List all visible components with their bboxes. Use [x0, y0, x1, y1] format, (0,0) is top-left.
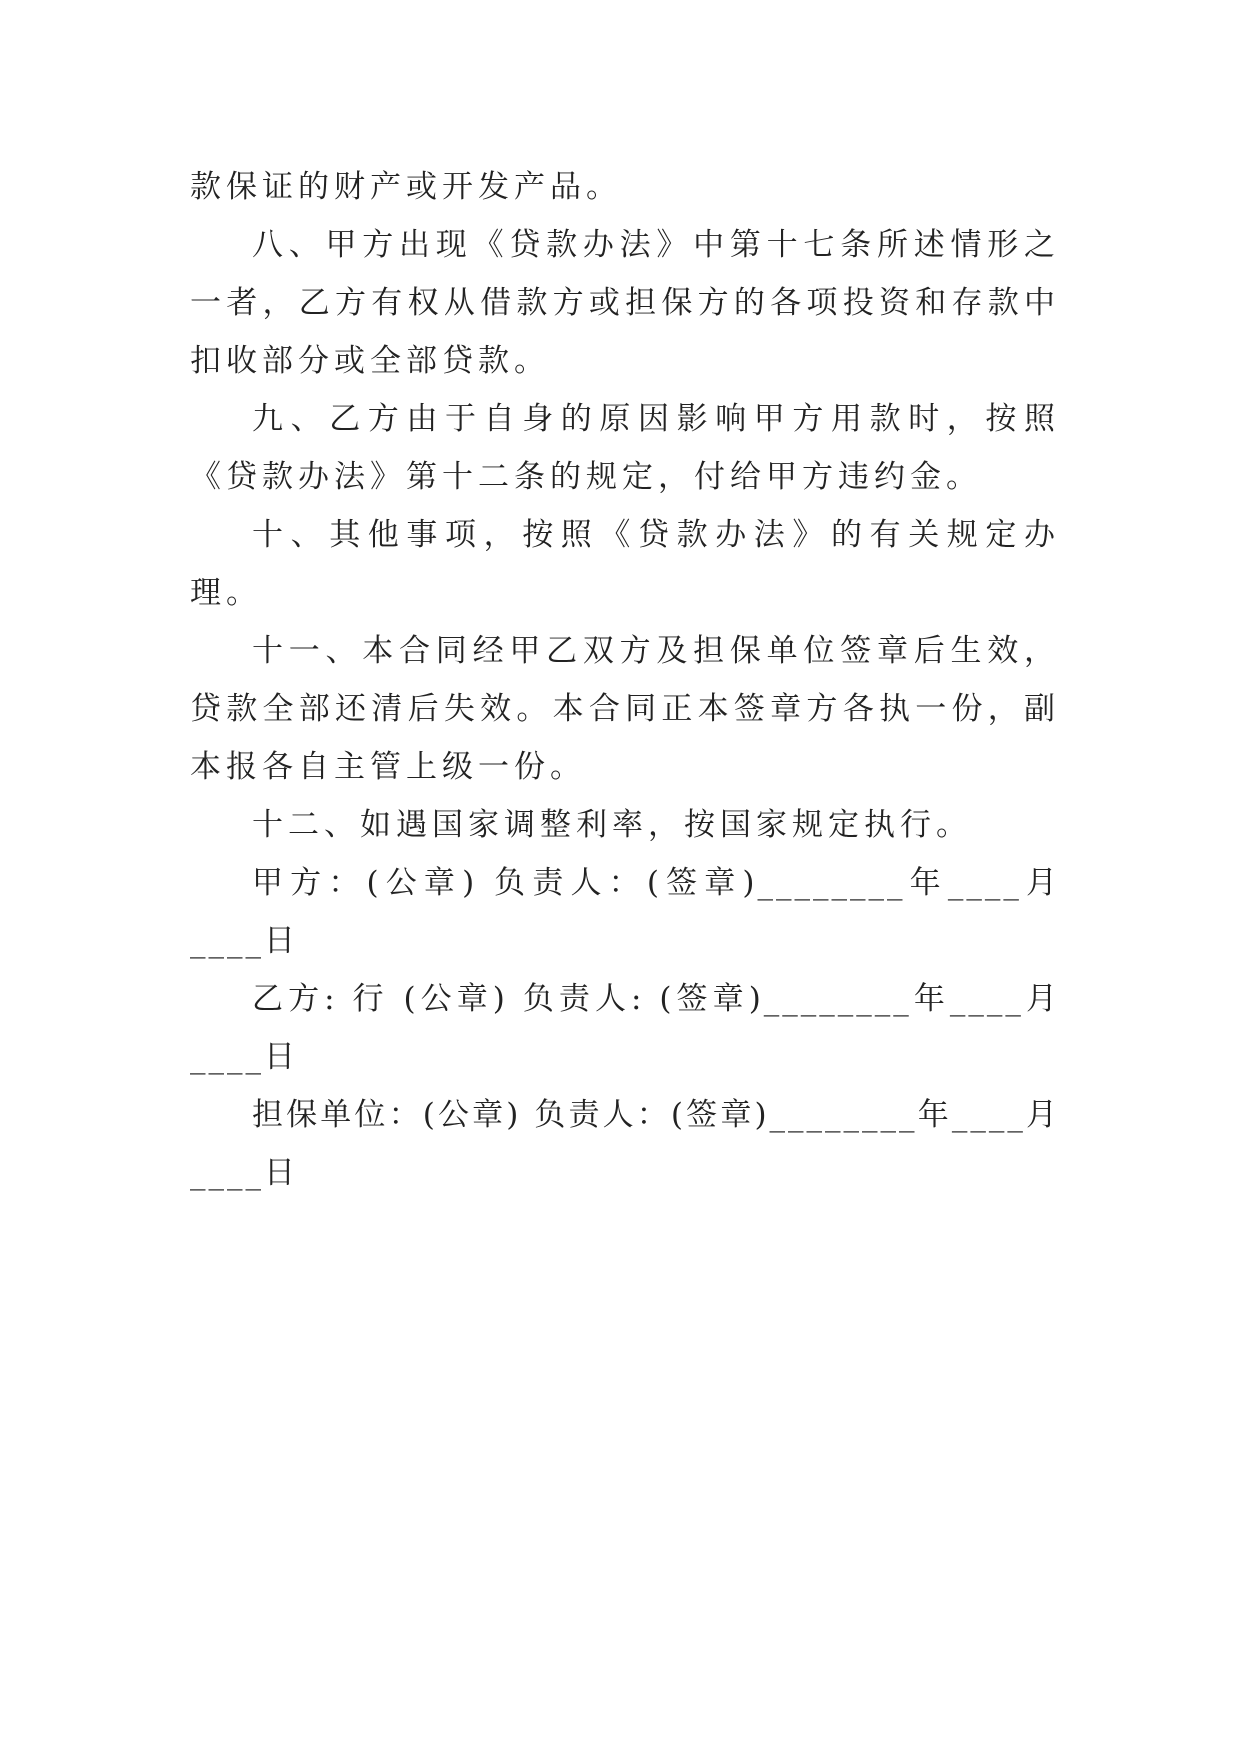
- clause-10: 十、其他事项，按照《贷款办法》的有关规定办理。: [190, 517, 1060, 611]
- document-body: [190, 158, 1060, 1202]
- signature-party-a: 甲方：(公章) 负责人：(签章)________年____月____日: [190, 865, 1060, 959]
- signature-party-b: 乙方: 行 (公章) 负责人: (签章)________年____月____日: [190, 981, 1060, 1075]
- signature-guarantor: 担保单位：(公章) 负责人：(签章)________年____月____日: [190, 1097, 1060, 1191]
- paragraph-continuation: 款保证的财产或开发产品。: [190, 169, 622, 205]
- clause-9: 九、乙方由于自身的原因影响甲方用款时，按照《贷款办法》第十二条的规定，付给甲方违约金。: [190, 401, 1060, 495]
- clause-12: 十二、如遇国家调整利率，按国家规定执行。: [252, 807, 972, 843]
- clause-11: 十一、本合同经甲乙双方及担保单位签章后生效，贷款全部还清后失效。本合同正本签章方各执一份，副本报各自主管上级一份。: [190, 633, 1060, 785]
- clause-8: 八、甲方出现《贷款办法》中第十七条所述情形之一者，乙方有权从借款方或担保方的各项投资和存款中扣收部分或全部贷款。: [190, 227, 1060, 379]
